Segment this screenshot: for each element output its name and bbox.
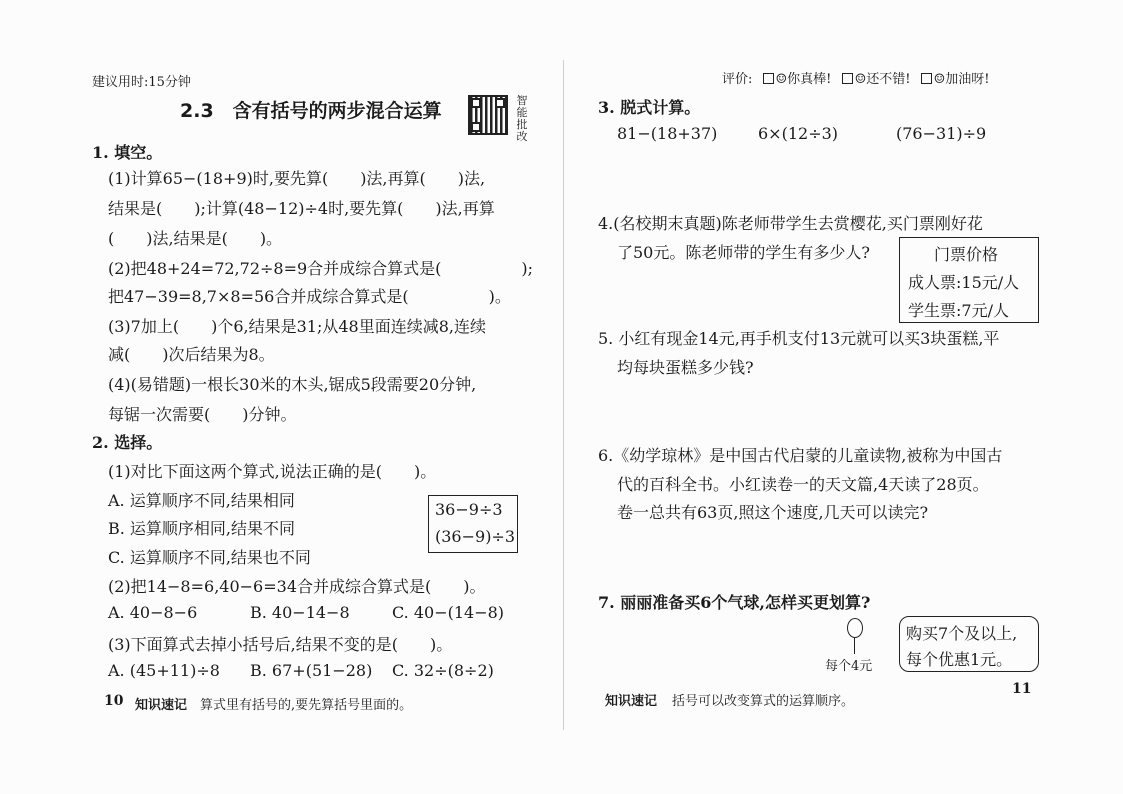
rating-checkbox[interactable] xyxy=(763,73,774,84)
balloon-icon xyxy=(847,618,863,638)
q2-line: (1)对比下面这两个算式,说法正确的是( )。 xyxy=(108,462,437,481)
q1-line: (3)7加上( )个6,结果是31;从48里面连续减8,连续 xyxy=(108,317,486,336)
q2-option: C. 运算顺序不同,结果也不同 xyxy=(108,548,311,567)
q4-line: 了50元。陈老师带的学生有多少人? xyxy=(617,243,870,262)
page-title: 2.3 含有括号的两步混合运算 xyxy=(180,100,442,122)
rating-checkbox[interactable] xyxy=(842,73,853,84)
q2-option: B. 67+(51−28) xyxy=(250,661,373,680)
q2-option: C. 32÷(8÷2) xyxy=(392,661,494,680)
q4-line: 4.(名校期末真题)陈老师带学生去赏樱花,买门票刚好花 xyxy=(598,214,983,233)
q2-option: B. 运算顺序相同,结果不同 xyxy=(108,519,296,538)
q3-heading: 3. 脱式计算。 xyxy=(598,98,701,117)
q2-option: A. 40−8−6 xyxy=(108,603,198,622)
offer-box: 购买7个及以上, 每个优惠1元。 xyxy=(899,616,1039,672)
q1-line: 把47−39=8,7×8=56合并成综合算式是( )。 xyxy=(108,287,511,306)
q2-option: C. 40−(14−8) xyxy=(392,603,505,622)
q7-heading: 7. 丽丽准备买6个气球,怎样买更划算? xyxy=(598,593,871,612)
q5-line: 5. 小红有现金14元,再手机支付13元就可以买3块蛋糕,平 xyxy=(598,329,1000,348)
q1-heading: 1. 填空。 xyxy=(92,143,163,162)
balloon-string xyxy=(854,638,855,654)
q1-line: (2)把48+24=72,72÷8=9合并成综合算式是( ); xyxy=(108,259,534,278)
q3-expression: 81−(18+37) xyxy=(617,124,718,143)
q3-expression: (76−31)÷9 xyxy=(896,124,987,143)
expression-box: 36−9÷3 (36−9)÷3 xyxy=(428,495,518,553)
rating-checkbox[interactable] xyxy=(921,73,932,84)
qr-code-icon xyxy=(468,95,508,135)
page-number: 10 xyxy=(104,693,124,709)
q1-line: 每锯一次需要( )分钟。 xyxy=(108,405,297,424)
q1-line: 减( )次后结果为8。 xyxy=(108,345,275,364)
qr-vertical-text: 智 能 批 改 xyxy=(516,94,528,143)
q6-line: 卷一总共有63页,照这个速度,几天可以读完? xyxy=(617,503,929,522)
q1-line: ( )法,结果是( )。 xyxy=(108,229,283,248)
page-number: 11 xyxy=(1012,681,1032,697)
q2-option: A. 运算顺序不同,结果相同 xyxy=(108,491,295,510)
suggested-time: 建议用时:15分钟 xyxy=(92,75,191,90)
rating-bar: 评价: ☺你真棒! ☺还不错! ☺加油呀! xyxy=(722,72,990,87)
balloon-price: 每个4元 xyxy=(825,659,873,674)
q2-option: A. (45+11)÷8 xyxy=(108,661,220,680)
q6-line: 6.《幼学琼林》是中国古代启蒙的儿童读物,被称为中国古 xyxy=(598,446,1003,465)
q2-heading: 2. 选择。 xyxy=(92,433,163,452)
q5-line: 均每块蛋糕多少钱? xyxy=(617,358,754,377)
footer-text: 算式里有括号的,要先算括号里面的。 xyxy=(200,698,413,713)
q2-option: B. 40−14−8 xyxy=(250,603,350,622)
q1-line: (4)(易错题)一根长30米的木头,锯成5段需要20分钟, xyxy=(108,375,477,394)
q3-expression: 6×(12÷3) xyxy=(758,124,839,143)
footer-text: 括号可以改变算式的运算顺序。 xyxy=(672,694,855,709)
footer-label: 知识速记 xyxy=(605,694,658,709)
q1-line: (1)计算65−(18+9)时,要先算( )法,再算( )法, xyxy=(108,169,486,188)
q2-line: (3)下面算式去掉小括号后,结果不变的是( )。 xyxy=(108,635,453,654)
q2-line: (2)把14−8=6,40−6=34合并成综合算式是( )。 xyxy=(108,577,486,596)
q6-line: 代的百科全书。小红读卷一的天文篇,4天读了28页。 xyxy=(617,475,989,494)
ticket-price-box: 门票价格 成人票:15元/人 学生票:7元/人 xyxy=(899,237,1039,323)
page-divider xyxy=(563,60,564,730)
q1-line: 结果是( );计算(48−12)÷4时,要先算( )法,再算 xyxy=(108,199,495,218)
footer-label: 知识速记 xyxy=(135,698,188,713)
